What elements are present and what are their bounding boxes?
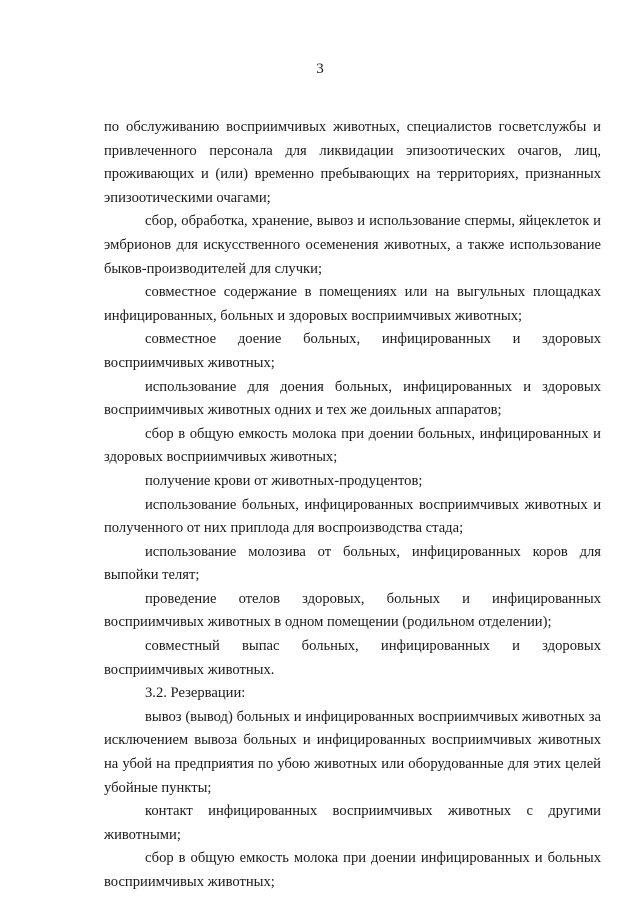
page-number: 3 bbox=[316, 61, 324, 77]
paragraph: контакт инфицированных восприимчивых животных с другими животными; bbox=[104, 803, 601, 843]
paragraph: сбор в общую емкость молока при доении инфицированных и больных восприимчивых животных; bbox=[104, 850, 601, 890]
paragraph: совместное содержание в помещениях или на выгульных площадках инфицированных, больных и здоровых восприимчивых животных; bbox=[104, 284, 601, 324]
paragraph: получение крови от животных-продуцентов; bbox=[145, 472, 423, 489]
paragraph: использование молозива от больных, инфицированных коров для выпойки телят; bbox=[104, 543, 601, 584]
paragraph: использование для доения больных, инфицированных и здоровых восприимчивых животных одних и тех же доильных аппаратов; bbox=[104, 378, 601, 419]
paragraph: сбор в общую емкость молока при доении больных, инфицированных и здоровых восприимчивых животных; bbox=[104, 425, 601, 466]
paragraph: сбор, обработка, хранение, вывоз и использование спермы, яйцеклеток и эмбрионов для искусственного осеменения животных, а также использование быков-производителей для случки; bbox=[104, 213, 601, 277]
paragraph: проведение отелов здоровых, больных и инфицированных восприимчивых животных в одном помещении (родильном отделении); bbox=[104, 590, 601, 631]
paragraph: по обслуживанию восприимчивых животных, специалистов госветслужбы и привлеченного персонала для ликвидации эпизоотических очагов, лиц, проживающих и (или) временно пребывающих на территориях, признанных эпизоотическими очагами; bbox=[104, 119, 601, 206]
paragraph: вывоз (вывод) больных и инфицированных восприимчивых животных за исключением вывоза больных и инфицированных восприимчивых животных на убой на предприятия по убою животных или оборудованные для этих целей убойные пункты; bbox=[104, 708, 601, 796]
paragraph: совместный выпас больных, инфицированных и здоровых восприимчивых животных. bbox=[104, 638, 601, 678]
document-body bbox=[104, 116, 601, 895]
section-heading: 3.2. Резервации: bbox=[145, 685, 246, 702]
paragraph: совместное доение больных, инфицированных и здоровых восприимчивых животных; bbox=[104, 331, 601, 371]
paragraph: использование больных, инфицированных восприимчивых животных и полученного от них приплода для воспроизводства стада; bbox=[104, 496, 601, 537]
